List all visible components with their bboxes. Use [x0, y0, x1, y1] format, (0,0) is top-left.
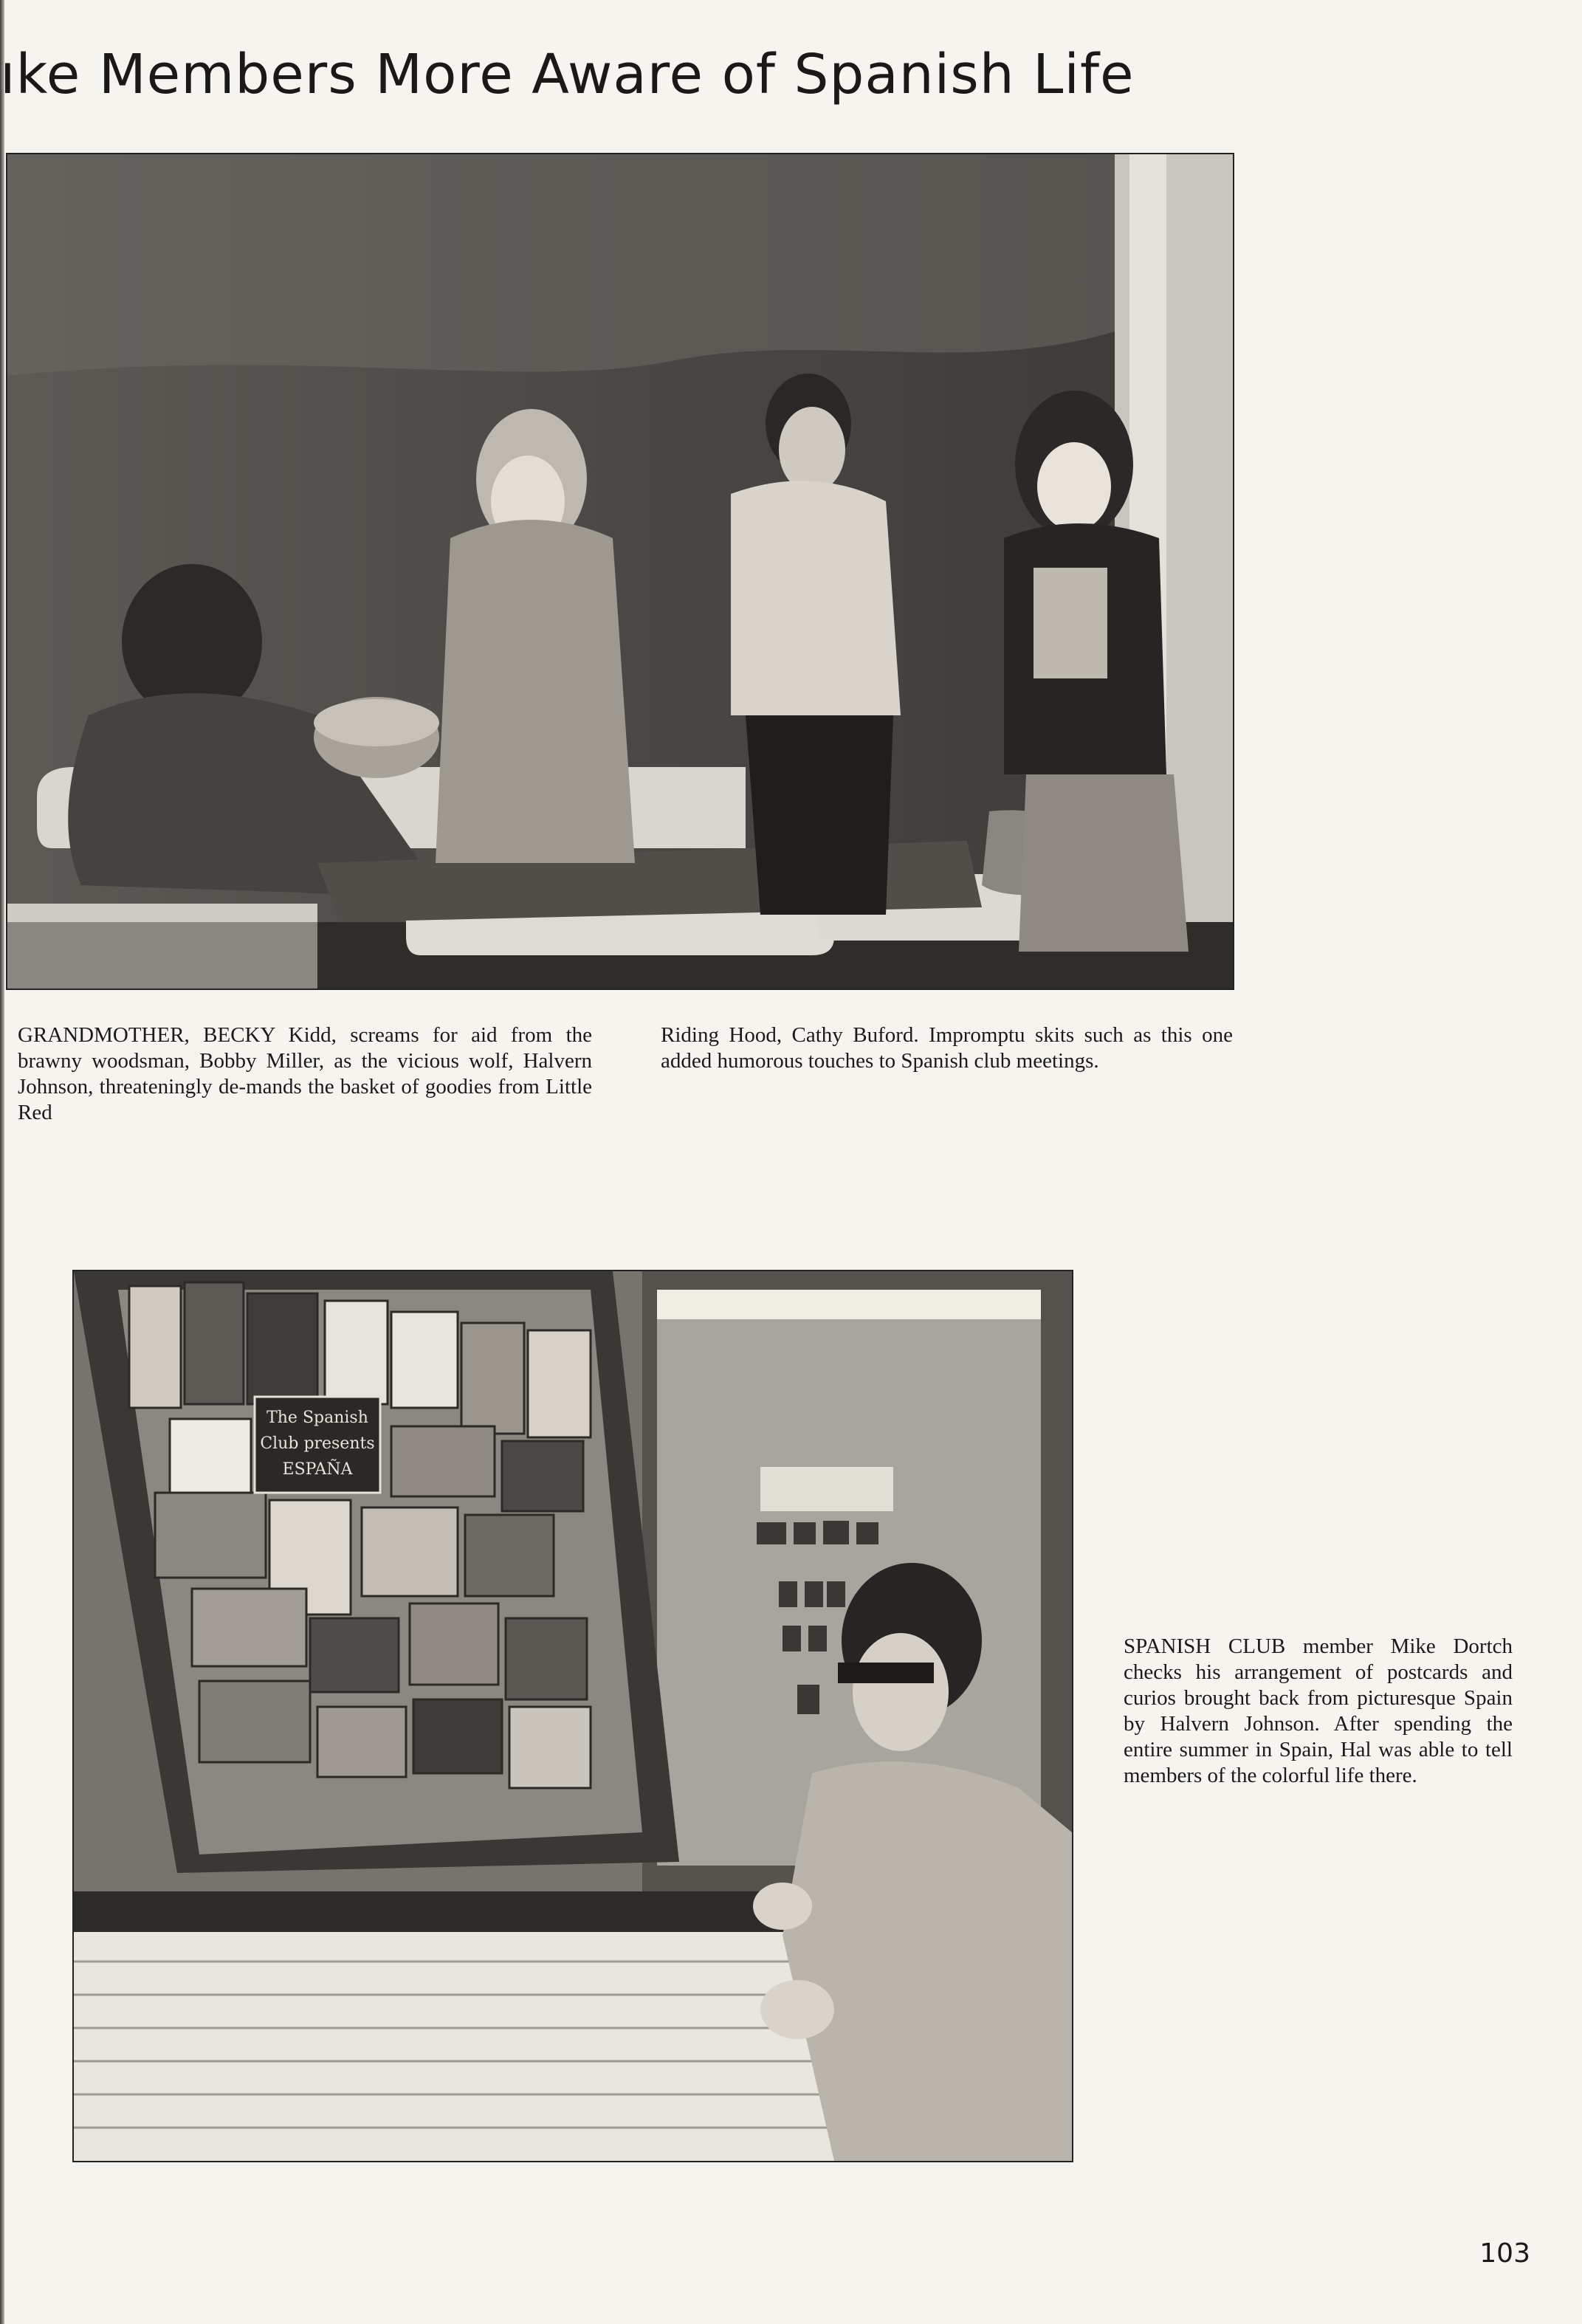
page-binding-edge — [0, 0, 4, 2324]
skit-caption-column-1: GRANDMOTHER, BECKY Kidd, screams for aid from the brawny woodsman, Bobby Miller, as the vicious wolf, Halvern Johnson, threateningly de-mands the basket of goodies from Little Red — [18, 1023, 592, 1124]
poster-text-line-3: ESPAÑA — [282, 1460, 353, 1479]
bulletin-board-photo — [72, 1270, 1073, 2162]
poster-text-line-2: Club presents — [260, 1434, 375, 1453]
skit-caption-column-2: Riding Hood, Cathy Buford. Impromptu skits such as this one added humorous touches to Spanish club meetings. — [661, 1023, 1233, 1073]
bulletin-board-caption: SPANISH CLUB member Mike Dortch checks his arrangement of postcards and curios brought back from picturesque Spain by Halvern Johnson. After spending the entire summer in Spain, Hal was able to tell members of the colorful life there. — [1124, 1634, 1513, 1787]
poster-text-line-1: The Spanish — [266, 1409, 368, 1427]
skit-photo-illustration — [7, 154, 1233, 989]
bulletin-board-photo-illustration — [74, 1271, 1072, 2161]
page-number: 103 — [1479, 2238, 1530, 2269]
skit-photo — [6, 153, 1234, 990]
page-headline: ıke Members More Aware of Spanish Life — [0, 43, 1135, 106]
